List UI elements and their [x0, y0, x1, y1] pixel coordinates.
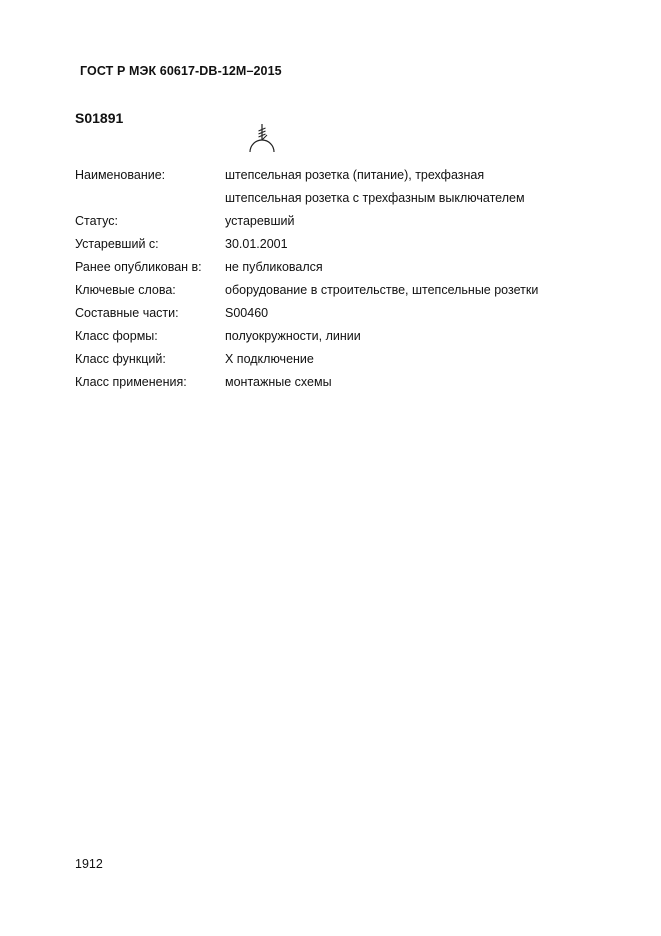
property-value: штепсельная розетка с трехфазным выключателем: [225, 191, 525, 205]
property-label: Статус:: [75, 214, 118, 228]
property-value: монтажные схемы: [225, 375, 332, 389]
property-label: Устаревший с:: [75, 237, 159, 251]
property-row-obsolete-since: [75, 233, 538, 256]
property-row-previously-published: [75, 256, 538, 279]
property-label: Класс функций:: [75, 352, 166, 366]
page-number: 1912: [75, 857, 103, 871]
property-label: Ранее опубликован в:: [75, 260, 202, 274]
property-row-name: [75, 164, 538, 210]
property-value: 30.01.2001: [225, 237, 288, 251]
properties-table: [75, 164, 538, 394]
property-label: Наименование:: [75, 168, 166, 182]
property-row-status: [75, 210, 538, 233]
property-label: Составные части:: [75, 306, 179, 320]
property-value: полуокружности, линии: [225, 329, 361, 343]
property-row-application-class: [75, 371, 538, 394]
property-value: S00460: [225, 306, 269, 320]
property-label: Класс формы:: [75, 329, 158, 343]
property-row-components: [75, 302, 538, 325]
property-value: не публиковался: [225, 260, 323, 274]
property-value: устаревший: [225, 214, 295, 228]
socket-outlet-symbol-icon: [240, 122, 284, 154]
property-row-function-class: [75, 348, 538, 371]
property-row-shape-class: [75, 325, 538, 348]
property-label: Класс применения:: [75, 375, 187, 389]
symbol-code: S01891: [75, 110, 124, 126]
property-value: штепсельная розетка (питание), трехфазная: [225, 168, 485, 182]
property-row-keywords: [75, 279, 538, 302]
property-label: Ключевые слова:: [75, 283, 176, 297]
document-header: ГОСТ Р МЭК 60617-DB-12M–2015: [80, 64, 282, 78]
property-value: X подключение: [225, 352, 314, 366]
property-value: оборудование в строительстве, штепсельные розетки: [225, 283, 539, 297]
